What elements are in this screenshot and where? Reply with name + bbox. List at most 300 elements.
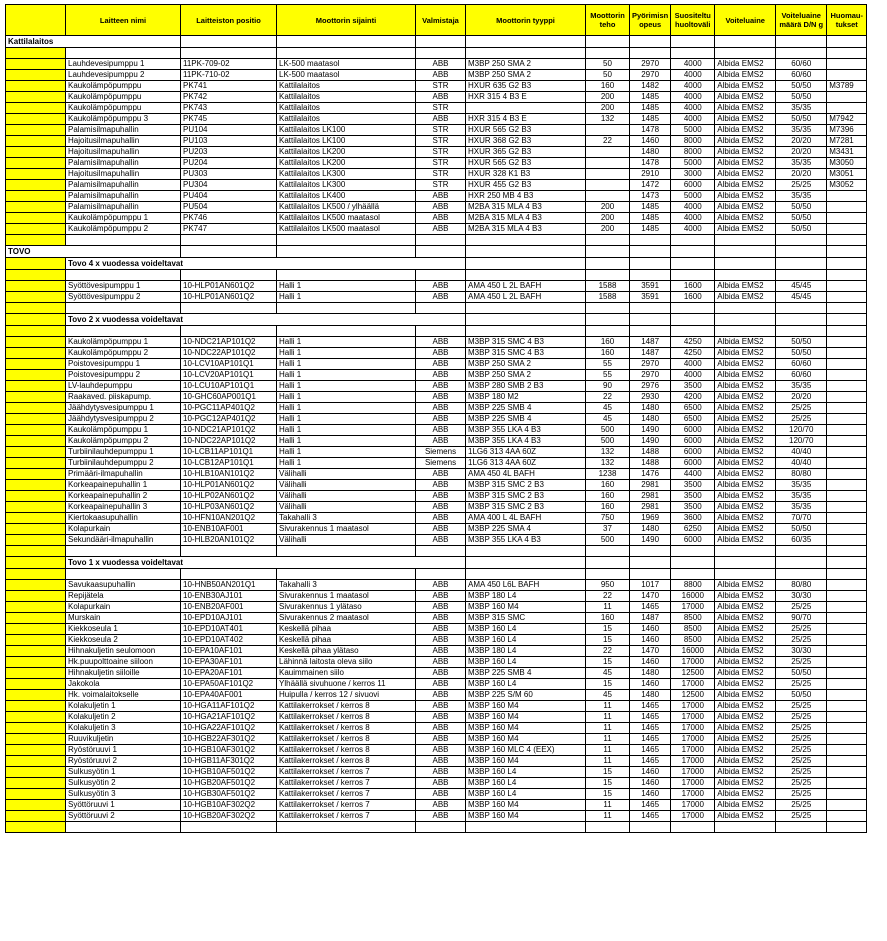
notes-cell xyxy=(827,613,867,624)
device-name-cell: Palamisilmapuhallin xyxy=(66,158,181,169)
interval-cell: 6000 xyxy=(671,180,715,191)
table-row xyxy=(6,392,867,403)
position-cell: PU404 xyxy=(181,191,277,202)
table-row xyxy=(6,180,867,191)
power-cell: 200 xyxy=(586,103,630,114)
empty-cell xyxy=(416,546,466,557)
location-cell: Kattilakerrokset / kerros 7 xyxy=(277,778,416,789)
lubricant-cell: Albida EMS2 xyxy=(715,158,776,169)
margin-cell xyxy=(6,337,66,348)
margin-cell xyxy=(6,414,66,425)
interval-cell: 17000 xyxy=(671,657,715,668)
device-name-cell: Kaukolämpöpumppu 2 xyxy=(66,224,181,235)
motor-type-cell: M3BP 160 L4 xyxy=(466,624,586,635)
manufacturer-cell: STR xyxy=(416,125,466,136)
device-name-cell: Kaukolämpöpumppu 2 xyxy=(66,348,181,359)
margin-cell xyxy=(6,513,66,524)
power-cell: 11 xyxy=(586,745,630,756)
lubricant-cell: Albida EMS2 xyxy=(715,591,776,602)
lube-amount-cell: 50/50 xyxy=(776,213,827,224)
interval-cell: 6000 xyxy=(671,436,715,447)
margin-cell xyxy=(6,436,66,447)
position-cell: 10-HLP01AN601Q2 xyxy=(181,281,277,292)
notes-cell xyxy=(827,535,867,546)
position-cell: 10-EPA30AF101 xyxy=(181,657,277,668)
empty-cell xyxy=(277,569,416,580)
manufacturer-cell: ABB xyxy=(416,613,466,624)
notes-cell xyxy=(827,92,867,103)
position-cell: PU303 xyxy=(181,169,277,180)
position-cell: 10-HLB10AN101Q2 xyxy=(181,469,277,480)
manufacturer-cell: ABB xyxy=(416,392,466,403)
power-cell: 11 xyxy=(586,734,630,745)
lube-amount-cell: 25/25 xyxy=(776,800,827,811)
lube-amount-cell: 45/45 xyxy=(776,292,827,303)
empty-cell xyxy=(586,326,630,337)
motor-type-cell: HXUR 565 G2 B3 xyxy=(466,158,586,169)
motor-type-cell: M3BP 180 L4 xyxy=(466,646,586,657)
motor-type-cell: HXUR 365 G2 B3 xyxy=(466,147,586,158)
interval-cell: 8500 xyxy=(671,635,715,646)
empty-cell xyxy=(715,48,776,59)
empty-cell xyxy=(630,270,671,281)
manufacturer-cell: ABB xyxy=(416,712,466,723)
empty-cell xyxy=(466,569,586,580)
table-body xyxy=(6,36,867,833)
table-row xyxy=(6,524,867,535)
position-cell: 10-LCV20AP101Q1 xyxy=(181,370,277,381)
device-name-cell: Hk. voimalaitokselle xyxy=(66,690,181,701)
section-row xyxy=(6,36,867,48)
motor-type-cell: M3BP 250 SMA 2 xyxy=(466,59,586,70)
power-cell: 45 xyxy=(586,403,630,414)
location-cell: Keskellä pihaa xyxy=(277,635,416,646)
lube-amount-cell: 50/50 xyxy=(776,337,827,348)
speed-cell: 1473 xyxy=(630,191,671,202)
table-header xyxy=(6,5,867,36)
manufacturer-cell: Siemens xyxy=(416,447,466,458)
position-cell: PK743 xyxy=(181,103,277,114)
location-cell: Kattilakerrokset / kerros 8 xyxy=(277,712,416,723)
power-cell: 160 xyxy=(586,337,630,348)
notes-cell xyxy=(827,414,867,425)
device-name-cell: Poistovesipumppu 1 xyxy=(66,359,181,370)
manufacturer-cell: STR xyxy=(416,136,466,147)
empty-cell xyxy=(630,235,671,246)
table-row xyxy=(6,348,867,359)
margin-cell xyxy=(6,591,66,602)
lubricant-cell: Albida EMS2 xyxy=(715,281,776,292)
lubricant-cell: Albida EMS2 xyxy=(715,745,776,756)
lube-amount-cell: 20/20 xyxy=(776,392,827,403)
motor-type-cell: M3BP 225 SMB 4 xyxy=(466,414,586,425)
manufacturer-cell: ABB xyxy=(416,734,466,745)
empty-cell xyxy=(6,326,66,337)
table-row xyxy=(6,480,867,491)
motor-type-cell: M3BP 280 SMB 2 B3 xyxy=(466,381,586,392)
empty-cell xyxy=(277,326,416,337)
manufacturer-cell: ABB xyxy=(416,370,466,381)
section-title: TOVO xyxy=(6,246,181,258)
margin-cell xyxy=(6,811,66,822)
manufacturer-cell: Siemens xyxy=(416,458,466,469)
lube-amount-cell: 25/25 xyxy=(776,657,827,668)
device-name-cell: Ryöstöruuvi 2 xyxy=(66,756,181,767)
lube-amount-cell: 25/25 xyxy=(776,403,827,414)
lubricant-cell: Albida EMS2 xyxy=(715,756,776,767)
lubricant-cell: Albida EMS2 xyxy=(715,403,776,414)
speed-cell: 1460 xyxy=(630,624,671,635)
interval-cell: 17000 xyxy=(671,602,715,613)
interval-cell: 4000 xyxy=(671,114,715,125)
lube-amount-cell: 60/60 xyxy=(776,359,827,370)
empty-cell xyxy=(776,270,827,281)
position-cell: PU103 xyxy=(181,136,277,147)
position-cell: 10-ENB20AF001 xyxy=(181,602,277,613)
power-cell: 11 xyxy=(586,800,630,811)
lubricant-cell: Albida EMS2 xyxy=(715,414,776,425)
empty-cell xyxy=(671,270,715,281)
margin-cell xyxy=(6,756,66,767)
manufacturer-cell: ABB xyxy=(416,292,466,303)
subsection-row xyxy=(6,557,867,569)
lubricant-cell: Albida EMS2 xyxy=(715,701,776,712)
location-cell: Kattilakerrokset / kerros 7 xyxy=(277,767,416,778)
empty-cell xyxy=(715,303,776,314)
power-cell: 500 xyxy=(586,535,630,546)
position-cell: 10-LCU10AP101Q1 xyxy=(181,381,277,392)
margin-cell xyxy=(6,580,66,591)
location-cell: Keskellä pihaa ylätaso xyxy=(277,646,416,657)
lube-amount-cell: 25/25 xyxy=(776,624,827,635)
motor-type-cell: HXR 250 MB 4 B3 xyxy=(466,191,586,202)
location-cell: Välihalli xyxy=(277,469,416,480)
speed-cell: 1485 xyxy=(630,103,671,114)
power-cell: 750 xyxy=(586,513,630,524)
speed-cell: 1480 xyxy=(630,403,671,414)
device-name-cell: Sulkusyötin 1 xyxy=(66,767,181,778)
motor-type-cell: M3BP 225 SMB 4 xyxy=(466,668,586,679)
location-cell: Sivurakennus 1 ylätaso xyxy=(277,602,416,613)
speed-cell: 1470 xyxy=(630,646,671,657)
empty-cell xyxy=(66,569,181,580)
margin-cell xyxy=(6,447,66,458)
empty-cell xyxy=(776,246,827,258)
empty-cell xyxy=(776,546,827,557)
lubricant-cell: Albida EMS2 xyxy=(715,169,776,180)
lubricant-cell: Albida EMS2 xyxy=(715,734,776,745)
device-name-cell: Sulkusyötin 2 xyxy=(66,778,181,789)
manufacturer-cell: ABB xyxy=(416,602,466,613)
empty-cell xyxy=(6,822,66,833)
position-cell: 11PK-710-02 xyxy=(181,70,277,81)
notes-cell xyxy=(827,191,867,202)
position-cell: 10-HGA11AF101Q2 xyxy=(181,701,277,712)
empty-cell xyxy=(277,303,416,314)
lubricant-cell: Albida EMS2 xyxy=(715,92,776,103)
location-cell: Kattilalaitos LK300 xyxy=(277,169,416,180)
position-cell: 10-NDC22AP101Q2 xyxy=(181,348,277,359)
table-row xyxy=(6,491,867,502)
empty-cell xyxy=(827,569,867,580)
motor-type-cell: M3BP 160 M4 xyxy=(466,800,586,811)
lube-amount-cell: 35/35 xyxy=(776,480,827,491)
section-title: Kattilalaitos xyxy=(6,36,181,48)
table-row xyxy=(6,114,867,125)
interval-cell: 1600 xyxy=(671,292,715,303)
empty-cell xyxy=(277,270,416,281)
position-cell: 10-LCV10AP101Q1 xyxy=(181,359,277,370)
lube-amount-cell: 80/80 xyxy=(776,469,827,480)
empty-cell xyxy=(715,270,776,281)
interval-cell: 6000 xyxy=(671,535,715,546)
lubricant-cell: Albida EMS2 xyxy=(715,480,776,491)
table-row xyxy=(6,535,867,546)
manufacturer-cell: ABB xyxy=(416,524,466,535)
location-cell: Kattilalaitos xyxy=(277,92,416,103)
power-cell: 15 xyxy=(586,789,630,800)
lubricant-cell: Albida EMS2 xyxy=(715,635,776,646)
interval-cell: 4250 xyxy=(671,337,715,348)
device-name-cell: Lauhdevesipumppu 2 xyxy=(66,70,181,81)
interval-cell: 16000 xyxy=(671,591,715,602)
interval-cell: 12500 xyxy=(671,690,715,701)
empty-cell xyxy=(671,258,715,270)
lubricant-cell: Albida EMS2 xyxy=(715,657,776,668)
margin-cell xyxy=(6,92,66,103)
speed-cell: 1969 xyxy=(630,513,671,524)
position-cell: 10-EPD10AJ101 xyxy=(181,613,277,624)
manufacturer-cell: ABB xyxy=(416,657,466,668)
power-cell xyxy=(586,125,630,136)
notes-cell: M3789 xyxy=(827,81,867,92)
power-cell: 200 xyxy=(586,202,630,213)
location-cell: Kattilakerrokset / kerros 8 xyxy=(277,734,416,745)
lubricant-cell: Albida EMS2 xyxy=(715,292,776,303)
speed-cell: 2910 xyxy=(630,169,671,180)
lubricant-cell: Albida EMS2 xyxy=(715,359,776,370)
lube-amount-cell: 25/25 xyxy=(776,778,827,789)
speed-cell: 1487 xyxy=(630,348,671,359)
lubricant-cell: Albida EMS2 xyxy=(715,778,776,789)
device-name-cell: Jakokola xyxy=(66,679,181,690)
speed-cell: 1476 xyxy=(630,469,671,480)
device-name-cell: Syöttöruuvi 2 xyxy=(66,811,181,822)
empty-cell xyxy=(181,36,277,48)
table-row xyxy=(6,147,867,158)
interval-cell: 3500 xyxy=(671,480,715,491)
position-cell: 10-LCB11AP101Q1 xyxy=(181,447,277,458)
empty-cell xyxy=(827,303,867,314)
margin-cell xyxy=(6,114,66,125)
power-cell: 132 xyxy=(586,114,630,125)
empty-cell xyxy=(277,822,416,833)
empty-cell xyxy=(671,246,715,258)
manufacturer-cell: ABB xyxy=(416,191,466,202)
notes-cell xyxy=(827,513,867,524)
interval-cell: 17000 xyxy=(671,701,715,712)
empty-cell xyxy=(827,546,867,557)
power-cell: 132 xyxy=(586,447,630,458)
position-cell: 10-EPD10AT402 xyxy=(181,635,277,646)
margin-cell xyxy=(6,690,66,701)
motor-type-cell: M2BA 315 MLA 4 B3 xyxy=(466,224,586,235)
power-cell: 15 xyxy=(586,679,630,690)
interval-cell: 6500 xyxy=(671,414,715,425)
margin-cell xyxy=(6,202,66,213)
lube-amount-cell: 90/70 xyxy=(776,613,827,624)
position-cell: PU204 xyxy=(181,158,277,169)
speed-cell: 1460 xyxy=(630,679,671,690)
empty-cell xyxy=(466,822,586,833)
position-cell: 10-ENB30AJ101 xyxy=(181,591,277,602)
lube-amount-cell: 50/50 xyxy=(776,224,827,235)
motor-lubrication-table xyxy=(5,4,867,833)
empty-cell xyxy=(630,303,671,314)
lubricant-cell: Albida EMS2 xyxy=(715,767,776,778)
margin-cell xyxy=(6,169,66,180)
lubricant-cell: Albida EMS2 xyxy=(715,679,776,690)
speed-cell: 1460 xyxy=(630,136,671,147)
margin-cell xyxy=(6,70,66,81)
position-cell: 10-HLP01AN601Q2 xyxy=(181,292,277,303)
interval-cell: 6000 xyxy=(671,425,715,436)
empty-cell xyxy=(6,303,66,314)
table-row xyxy=(6,613,867,624)
margin-cell xyxy=(6,191,66,202)
lubricant-cell: Albida EMS2 xyxy=(715,103,776,114)
table-row xyxy=(6,723,867,734)
speed-cell: 1485 xyxy=(630,202,671,213)
position-cell: 10-EPA10AF101 xyxy=(181,646,277,657)
table-row xyxy=(6,92,867,103)
motor-type-cell: M3BP 160 MLC 4 (EEX) xyxy=(466,745,586,756)
motor-type-cell: AMA 450 L 2L BAFH xyxy=(466,292,586,303)
lubricant-cell: Albida EMS2 xyxy=(715,70,776,81)
device-name-cell: Primääri-ilmapuhallin xyxy=(66,469,181,480)
speed-cell: 1465 xyxy=(630,723,671,734)
location-cell: Halli 1 xyxy=(277,458,416,469)
lubricant-cell: Albida EMS2 xyxy=(715,425,776,436)
position-cell: 10-EPA50AF101Q2 xyxy=(181,679,277,690)
margin-cell xyxy=(6,778,66,789)
lubricant-cell: Albida EMS2 xyxy=(715,502,776,513)
manufacturer-cell: ABB xyxy=(416,723,466,734)
device-name-cell: Kaukolämpöpumppu xyxy=(66,92,181,103)
device-name-cell: Kaukolämpöpumppu 1 xyxy=(66,425,181,436)
spacer-row xyxy=(6,48,867,59)
table-row xyxy=(6,370,867,381)
device-name-cell: Kaukolämpöpumppu 1 xyxy=(66,337,181,348)
empty-cell xyxy=(671,36,715,48)
notes-cell xyxy=(827,213,867,224)
interval-cell: 17000 xyxy=(671,811,715,822)
empty-cell xyxy=(630,569,671,580)
power-cell xyxy=(586,180,630,191)
margin-cell xyxy=(6,158,66,169)
power-cell: 200 xyxy=(586,224,630,235)
margin-cell xyxy=(6,425,66,436)
empty-cell xyxy=(630,822,671,833)
speed-cell: 3591 xyxy=(630,292,671,303)
motor-type-cell: M3BP 160 M4 xyxy=(466,701,586,712)
lube-amount-cell: 60/35 xyxy=(776,535,827,546)
lubricant-cell: Albida EMS2 xyxy=(715,789,776,800)
location-cell: Halli 1 xyxy=(277,337,416,348)
subsection-title: Tovo 2 x vuodessa voideltavat xyxy=(66,314,466,326)
manufacturer-cell: ABB xyxy=(416,580,466,591)
spacer-row xyxy=(6,569,867,580)
empty-cell xyxy=(630,36,671,48)
lube-amount-cell: 25/25 xyxy=(776,811,827,822)
interval-cell: 4000 xyxy=(671,359,715,370)
notes-cell: M3050 xyxy=(827,158,867,169)
speed-cell: 1465 xyxy=(630,811,671,822)
interval-cell: 4000 xyxy=(671,70,715,81)
empty-cell xyxy=(776,36,827,48)
table-row xyxy=(6,337,867,348)
interval-cell: 12500 xyxy=(671,668,715,679)
table-row xyxy=(6,169,867,180)
manufacturer-cell: ABB xyxy=(416,646,466,657)
position-cell: 10-HGA22AF101Q2 xyxy=(181,723,277,734)
location-cell: Halli 1 xyxy=(277,370,416,381)
speed-cell: 1478 xyxy=(630,125,671,136)
power-cell: 500 xyxy=(586,436,630,447)
notes-cell xyxy=(827,359,867,370)
location-cell: Halli 1 xyxy=(277,292,416,303)
speed-cell: 2970 xyxy=(630,59,671,70)
notes-cell xyxy=(827,436,867,447)
lube-amount-cell: 70/70 xyxy=(776,513,827,524)
location-cell: Kattilakerrokset / kerros 8 xyxy=(277,745,416,756)
interval-cell: 16000 xyxy=(671,646,715,657)
notes-cell xyxy=(827,580,867,591)
location-cell: Kattilakerrokset / kerros 7 xyxy=(277,800,416,811)
manufacturer-cell: STR xyxy=(416,169,466,180)
position-cell: 10-NDC22AP101Q2 xyxy=(181,436,277,447)
empty-cell xyxy=(715,546,776,557)
table-row xyxy=(6,436,867,447)
empty-cell xyxy=(66,546,181,557)
manufacturer-cell: ABB xyxy=(416,425,466,436)
manufacturer-cell: STR xyxy=(416,158,466,169)
position-cell: PK745 xyxy=(181,114,277,125)
table-row xyxy=(6,81,867,92)
lubricant-cell: Albida EMS2 xyxy=(715,624,776,635)
header-lubricant: Voiteluaine xyxy=(715,5,776,36)
interval-cell: 4200 xyxy=(671,392,715,403)
position-cell: 10-LCB12AP101Q1 xyxy=(181,458,277,469)
empty-cell xyxy=(277,246,416,258)
power-cell: 90 xyxy=(586,381,630,392)
power-cell: 15 xyxy=(586,778,630,789)
power-cell: 160 xyxy=(586,480,630,491)
position-cell: 10-HGB20AF302Q2 xyxy=(181,811,277,822)
interval-cell: 17000 xyxy=(671,778,715,789)
power-cell: 15 xyxy=(586,635,630,646)
manufacturer-cell: ABB xyxy=(416,591,466,602)
motor-type-cell: M3BP 315 SMC 4 B3 xyxy=(466,348,586,359)
empty-cell xyxy=(776,314,827,326)
table-row xyxy=(6,756,867,767)
notes-cell xyxy=(827,491,867,502)
empty-cell xyxy=(66,303,181,314)
empty-cell xyxy=(277,235,416,246)
lube-amount-cell: 25/25 xyxy=(776,635,827,646)
lubricant-cell: Albida EMS2 xyxy=(715,811,776,822)
empty-cell xyxy=(181,270,277,281)
